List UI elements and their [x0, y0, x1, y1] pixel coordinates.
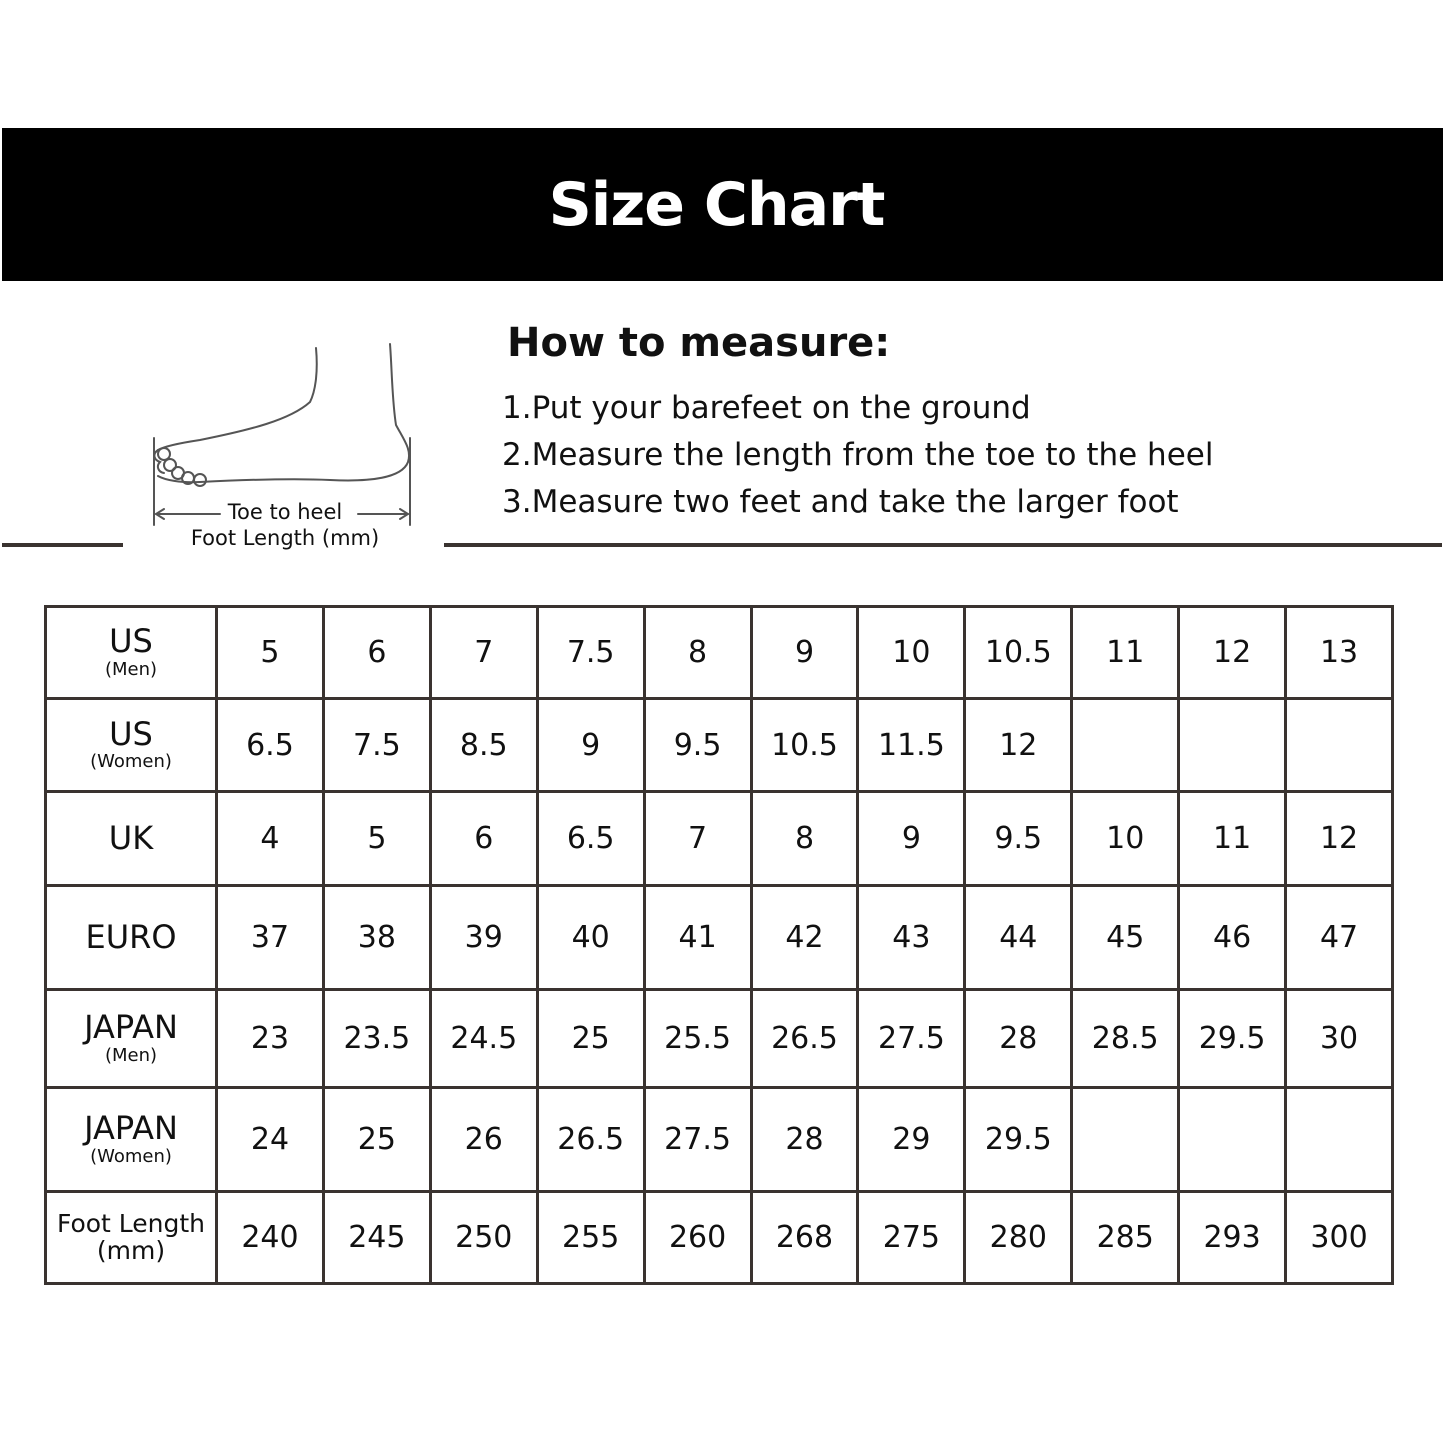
foot-label-toe-to-heel: Toe to heel [227, 500, 343, 524]
table-cell: 26.5 [751, 990, 858, 1088]
table-cell: 268 [751, 1192, 858, 1284]
table-cell: 10 [1072, 792, 1179, 886]
size-table [44, 605, 1394, 1285]
table-cell: 26 [430, 1088, 537, 1192]
table-cell: 9.5 [965, 792, 1072, 886]
table-cell: 10.5 [965, 607, 1072, 699]
row-header [46, 886, 217, 990]
table-cell [1286, 699, 1393, 792]
table-cell: 7.5 [323, 699, 430, 792]
table-cell: 27.5 [644, 1088, 751, 1192]
table-cell: 40 [537, 886, 644, 990]
table-cell: 9 [858, 792, 965, 886]
instruction-step-3: 3.Measure two feet and take the larger foot [502, 484, 1179, 520]
table-cell: 42 [751, 886, 858, 990]
table-cell: 28 [751, 1088, 858, 1192]
table-cell: 6 [430, 792, 537, 886]
table-cell: 23.5 [323, 990, 430, 1088]
table-cell: 9 [751, 607, 858, 699]
table-cell: 25 [323, 1088, 430, 1192]
table-cell: 12 [1286, 792, 1393, 886]
table-cell: 41 [644, 886, 751, 990]
table-cell: 285 [1072, 1192, 1179, 1284]
row-label: JAPAN [84, 1109, 178, 1148]
table-cell [1179, 699, 1286, 792]
table-cell: 12 [965, 699, 1072, 792]
table-cell: 7 [644, 792, 751, 886]
table-cell [1072, 1088, 1179, 1192]
table-cell: 28.5 [1072, 990, 1179, 1088]
table-cell: 24.5 [430, 990, 537, 1088]
divider-left [2, 543, 123, 547]
instruction-step-2: 2.Measure the length from the toe to the heel [502, 437, 1214, 473]
table-row-japan-men [46, 990, 1393, 1088]
table-row-uk [46, 792, 1393, 886]
row-label: US [109, 622, 153, 661]
table-cell: 10 [858, 607, 965, 699]
table-cell: 8 [644, 607, 751, 699]
table-cell: 25.5 [644, 990, 751, 1088]
table-cell: 27.5 [858, 990, 965, 1088]
table-cell: 38 [323, 886, 430, 990]
row-header [46, 699, 217, 792]
table-cell: 9 [537, 699, 644, 792]
row-label: US [109, 714, 153, 753]
table-cell: 47 [1286, 886, 1393, 990]
row-sublabel: (Women) [90, 751, 172, 773]
table-cell: 7.5 [537, 607, 644, 699]
row-header [46, 1192, 217, 1284]
table-cell: 255 [537, 1192, 644, 1284]
table-cell [1179, 1088, 1286, 1192]
table-cell: 4 [217, 792, 324, 886]
instruction-step-1: 1.Put your barefeet on the ground [502, 390, 1031, 426]
row-header [46, 990, 217, 1088]
table-cell: 12 [1179, 607, 1286, 699]
foot-label-length: Foot Length (mm) [190, 526, 380, 550]
row-sublabel: (Men) [104, 1044, 158, 1066]
table-row-us-women [46, 699, 1393, 792]
table-cell: 39 [430, 886, 537, 990]
table-cell: 29.5 [965, 1088, 1072, 1192]
table-row-foot-length [46, 1192, 1393, 1284]
table-cell: 6.5 [217, 699, 324, 792]
table-cell: 5 [323, 792, 430, 886]
row-header [46, 607, 217, 699]
how-to-measure-heading: How to measure: [507, 320, 891, 366]
page-title: Size Chart [548, 169, 885, 240]
table-cell: 7 [430, 607, 537, 699]
row-label: Foot Length [56, 1209, 206, 1239]
row-header [46, 1088, 217, 1192]
table-cell: 44 [965, 886, 1072, 990]
table-cell [1072, 699, 1179, 792]
table-cell: 293 [1179, 1192, 1286, 1284]
table-cell: 29 [858, 1088, 965, 1192]
foot-illustration [140, 330, 430, 560]
table-cell: 6.5 [537, 792, 644, 886]
table-cell: 250 [430, 1192, 537, 1284]
table-cell: 13 [1286, 607, 1393, 699]
table-cell: 11.5 [858, 699, 965, 792]
table-cell: 275 [858, 1192, 965, 1284]
table-cell: 29.5 [1179, 990, 1286, 1088]
row-sublabel: (Men) [104, 658, 158, 680]
table-cell: 10.5 [751, 699, 858, 792]
row-label: EURO [85, 917, 177, 956]
table-cell: 260 [644, 1192, 751, 1284]
table-cell: 43 [858, 886, 965, 990]
table-cell: 245 [323, 1192, 430, 1284]
title-banner [2, 128, 1443, 281]
table-cell: 25 [537, 990, 644, 1088]
row-sublabel: (Women) [90, 1145, 172, 1167]
table-cell: 300 [1286, 1192, 1393, 1284]
table-cell: 11 [1179, 792, 1286, 886]
row-sublabel: (mm) [96, 1235, 166, 1265]
table-cell: 46 [1179, 886, 1286, 990]
table-cell: 6 [323, 607, 430, 699]
table-cell: 28 [965, 990, 1072, 1088]
table-cell: 24 [217, 1088, 324, 1192]
table-cell: 9.5 [644, 699, 751, 792]
table-cell: 240 [217, 1192, 324, 1284]
table-cell: 23 [217, 990, 324, 1088]
row-label: UK [108, 818, 154, 857]
table-cell: 5 [217, 607, 324, 699]
table-cell: 45 [1072, 886, 1179, 990]
table-row-us-men [46, 607, 1393, 699]
table-cell: 280 [965, 1192, 1072, 1284]
table-cell: 30 [1286, 990, 1393, 1088]
table-cell: 8 [751, 792, 858, 886]
table-row-euro [46, 886, 1393, 990]
table-cell: 26.5 [537, 1088, 644, 1192]
table-cell [1286, 1088, 1393, 1192]
divider-right [444, 543, 1442, 547]
table-cell: 8.5 [430, 699, 537, 792]
table-cell: 37 [217, 886, 324, 990]
table-cell: 11 [1072, 607, 1179, 699]
table-row-japan-women [46, 1088, 1393, 1192]
row-header [46, 792, 217, 886]
row-label: JAPAN [84, 1008, 178, 1047]
